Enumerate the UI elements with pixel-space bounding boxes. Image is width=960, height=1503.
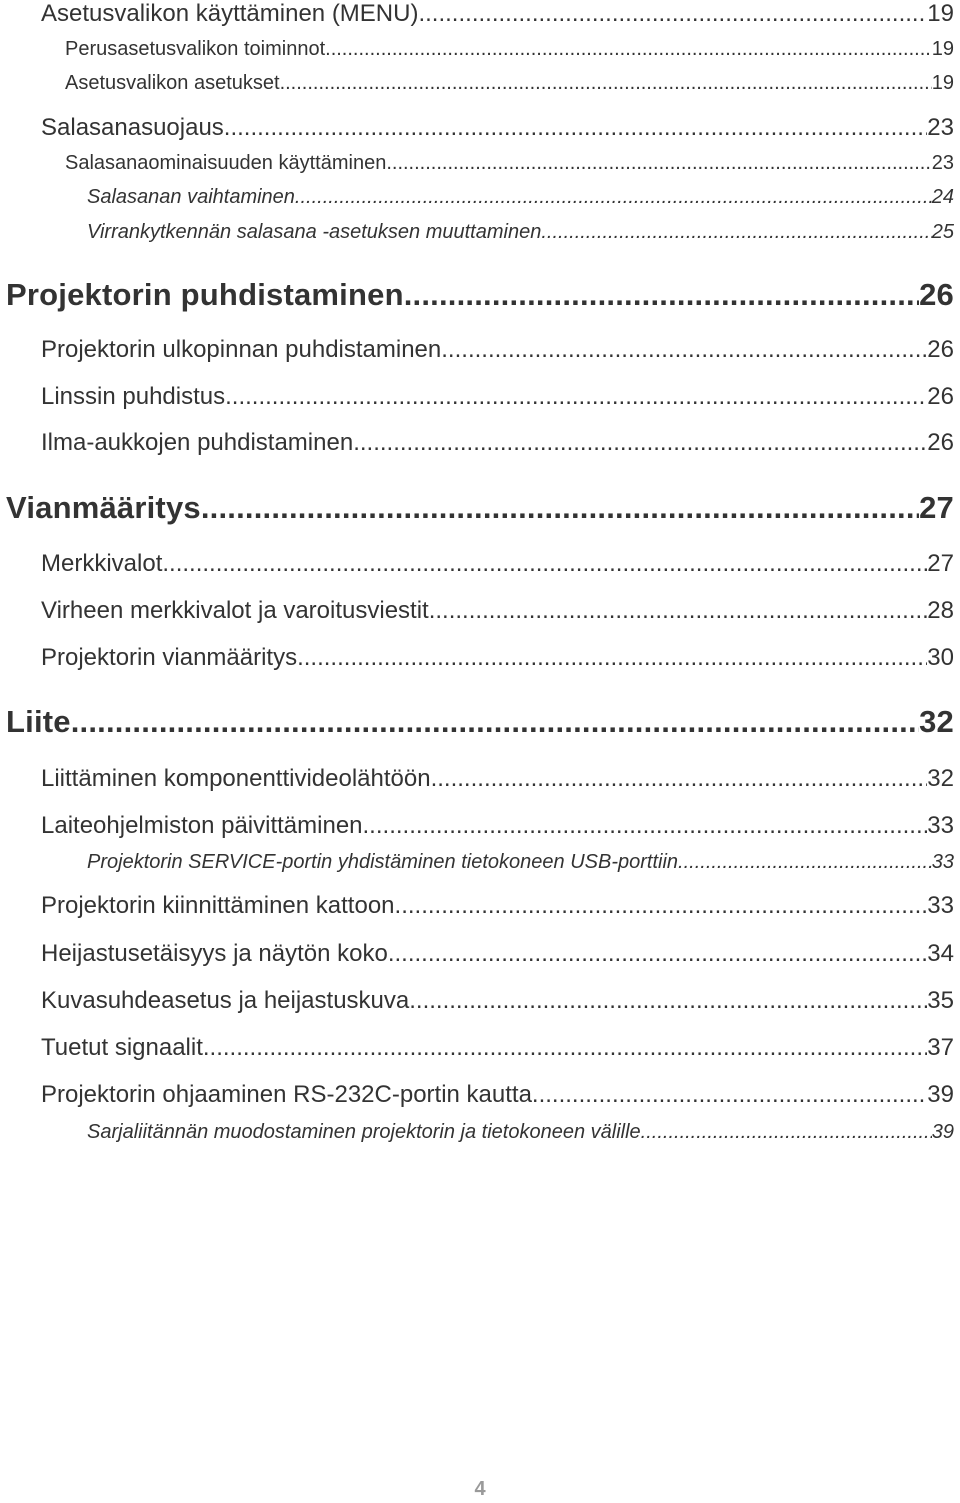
toc-entry-title: Ilma-aukkojen puhdistaminen — [41, 429, 354, 456]
toc-entry-title: Merkkivalot — [41, 550, 163, 577]
toc-entry-page: 28 — [927, 597, 954, 624]
toc-entry-page: 32 — [919, 704, 954, 739]
dot-leader — [532, 1081, 927, 1109]
toc-entry[interactable] — [87, 221, 954, 244]
toc-entry[interactable] — [41, 0, 954, 28]
dot-leader — [201, 490, 919, 526]
toc-entry[interactable] — [65, 152, 954, 175]
toc-entry-page: 24 — [931, 186, 954, 208]
toc-entry-title: Projektorin puhdistaminen — [6, 277, 404, 312]
dot-leader — [297, 644, 927, 672]
toc-entry[interactable] — [41, 429, 954, 457]
toc-entry-page: 33 — [927, 892, 954, 919]
dot-leader — [431, 765, 928, 793]
toc-entry[interactable] — [65, 38, 954, 61]
dot-leader — [395, 892, 928, 920]
toc-entry-title: Asetusvalikon asetukset — [65, 72, 280, 94]
dot-leader — [386, 152, 931, 175]
dot-leader — [388, 940, 927, 968]
dot-leader — [280, 72, 932, 95]
dot-leader — [162, 550, 927, 578]
toc-entry[interactable] — [41, 336, 954, 364]
toc-entry-page: 30 — [927, 644, 954, 671]
toc-entry[interactable] — [41, 940, 954, 968]
toc-entry-page: 19 — [931, 72, 954, 94]
dot-leader — [404, 277, 919, 313]
toc-entry[interactable] — [41, 114, 954, 142]
toc-entry-page: 27 — [919, 490, 954, 525]
dot-leader — [363, 812, 928, 840]
toc-entry[interactable] — [65, 72, 954, 95]
toc-entry-title: Laiteohjelmiston päivittäminen — [41, 812, 363, 839]
toc-entry-page: 33 — [931, 851, 954, 873]
toc-entry-page: 26 — [919, 277, 954, 312]
toc-entry[interactable] — [41, 765, 954, 793]
toc-entry-title: Projektorin SERVICE-portin yhdistäminen tietokoneen USB-porttiin — [87, 851, 679, 873]
toc-entry-title: Liittäminen komponenttivideolähtöön — [41, 765, 431, 792]
toc-entry[interactable] — [41, 644, 954, 672]
dot-leader — [547, 221, 932, 244]
toc-entry-page: 39 — [927, 1081, 954, 1108]
dot-leader — [409, 987, 927, 1015]
toc-entry[interactable] — [87, 186, 954, 209]
toc-entry-title: Kuvasuhdeasetus ja heijastuskuva — [41, 987, 410, 1014]
toc-entry-title: Sarjaliitännän muodostaminen projektorin ja tietokoneen välille — [87, 1121, 641, 1143]
dot-leader — [225, 383, 927, 411]
dot-leader — [71, 704, 919, 740]
toc-entry-title: Heijastusetäisyys ja näytön koko — [41, 940, 388, 967]
toc-entry-page: 34 — [927, 940, 954, 967]
toc-entry-page: 25 — [931, 221, 954, 243]
toc-entry-page: 37 — [927, 1034, 954, 1061]
toc-entry[interactable] — [6, 277, 954, 313]
toc-entry-title: Linssin puhdistus — [41, 383, 226, 410]
toc-entry-title: Projektorin vianmääritys — [41, 644, 298, 671]
dot-leader — [418, 0, 927, 28]
toc-entry-title: Asetusvalikon käyttäminen (MENU) — [41, 0, 419, 27]
toc-entry-page: 27 — [927, 550, 954, 577]
dot-leader — [429, 597, 928, 625]
toc-entry-page: 26 — [927, 336, 954, 363]
toc-entry-page: 19 — [931, 38, 954, 60]
toc-entry-page: 23 — [931, 152, 954, 174]
toc-entry-title: Virrankytkennän salasana -asetuksen muuttaminen. — [87, 221, 547, 243]
dot-leader — [678, 851, 932, 874]
dot-leader — [441, 336, 927, 364]
toc-entry[interactable] — [41, 550, 954, 578]
toc-entry[interactable] — [41, 1081, 954, 1109]
toc-entry-page: 39 — [931, 1121, 954, 1143]
toc-entry-page: 19 — [927, 0, 954, 27]
toc-entry[interactable] — [41, 987, 954, 1015]
toc-entry-title: Projektorin ohjaaminen RS-232C-portin kautta — [41, 1081, 532, 1108]
dot-leader — [353, 429, 927, 457]
dot-leader — [325, 38, 932, 61]
toc-entry-title: Projektorin ulkopinnan puhdistaminen — [41, 336, 442, 363]
dot-leader — [230, 114, 927, 142]
toc-entry[interactable] — [41, 383, 954, 411]
toc-entry[interactable] — [6, 490, 954, 526]
toc-entry-title: Salasanaominaisuuden käyttäminen — [65, 152, 387, 174]
toc-entry[interactable] — [41, 812, 954, 840]
toc-entry-title: Projektorin kiinnittäminen kattoon — [41, 892, 395, 919]
toc-entry-title: Perusasetusvalikon toiminnot — [65, 38, 326, 60]
toc-entry[interactable] — [87, 851, 954, 874]
toc-entry-page: 32 — [927, 765, 954, 792]
dot-leader — [203, 1034, 927, 1062]
toc-entry-title: Virheen merkkivalot ja varoitusviestit — [41, 597, 429, 624]
toc-entry[interactable] — [41, 892, 954, 920]
toc-entry-title: Vianmääritys — [6, 490, 201, 525]
toc-entry-title: Liite — [6, 704, 71, 739]
toc-entry-title: Salasanan vaihtaminen. — [87, 186, 301, 208]
toc-entry-page: 26 — [927, 383, 954, 410]
toc-entry[interactable] — [6, 704, 954, 740]
toc-entry-page: 35 — [927, 987, 954, 1014]
dot-leader — [300, 186, 931, 209]
toc-entry-page: 26 — [927, 429, 954, 456]
page-number: 4 — [474, 1478, 486, 1500]
toc-entry[interactable] — [87, 1121, 954, 1144]
dot-leader — [641, 1121, 932, 1144]
toc-entry-page: 23 — [927, 114, 954, 141]
toc-entry-page: 33 — [927, 812, 954, 839]
toc-entry-title: Salasanasuojaus. — [41, 114, 231, 141]
toc-entry-title: Tuetut signaalit — [41, 1034, 203, 1061]
toc-entry[interactable] — [41, 597, 954, 625]
toc-entry[interactable] — [41, 1034, 954, 1062]
